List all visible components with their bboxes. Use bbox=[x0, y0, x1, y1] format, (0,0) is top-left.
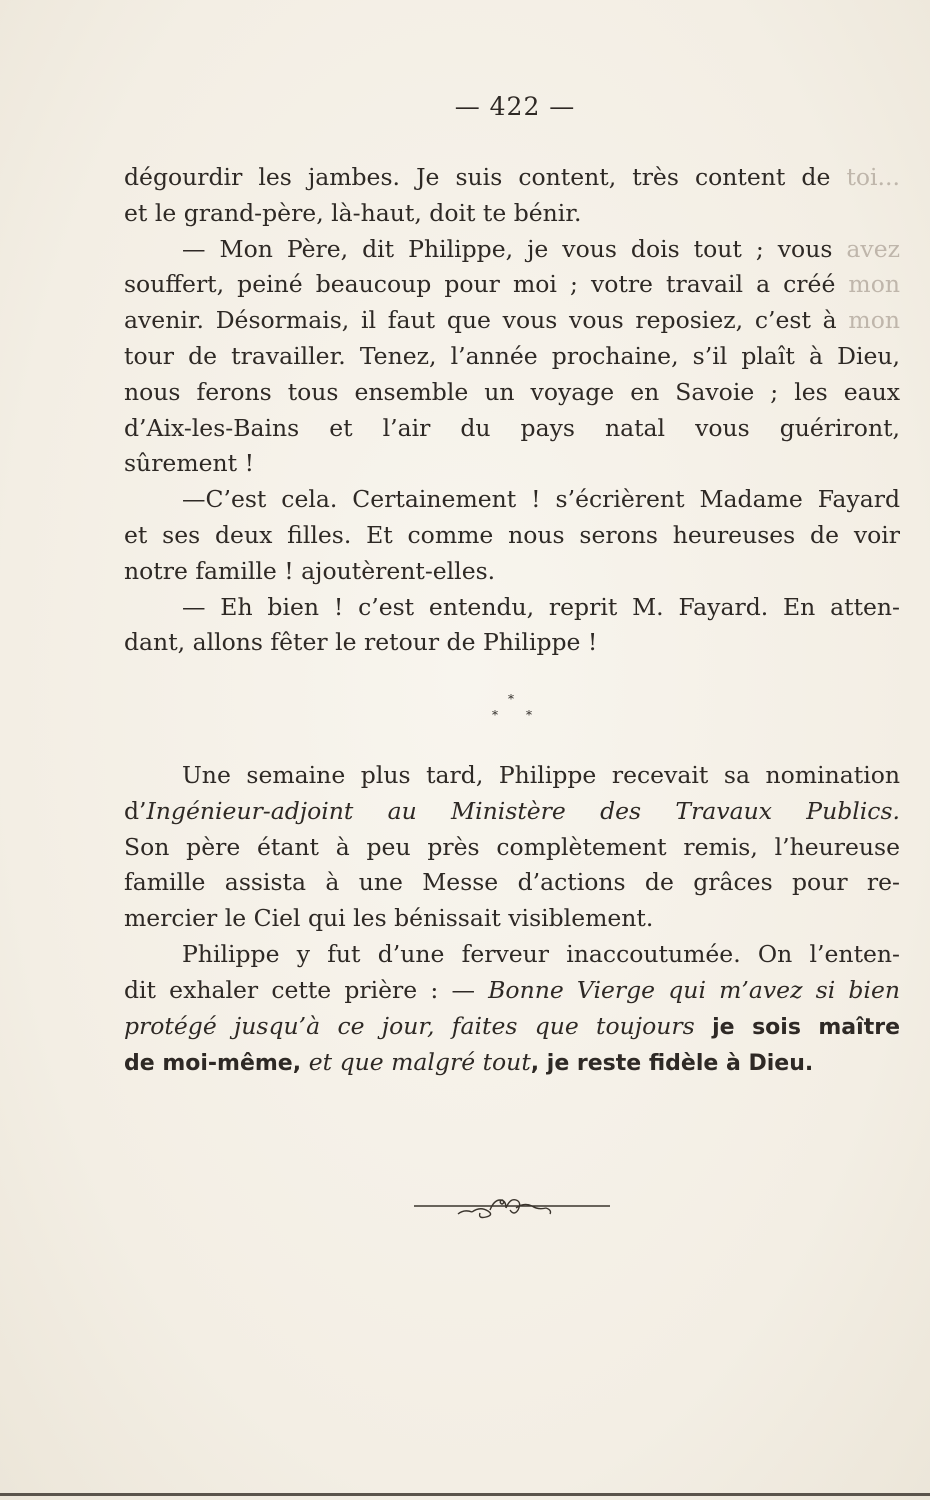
star-glyph: * bbox=[508, 692, 514, 706]
text-span: — Mon Père, dit Philippe, je vous dois tout ; vous bbox=[182, 234, 833, 263]
text-line bbox=[124, 267, 900, 303]
text-line: famille assista à une Messe d’actions de grâces pour re- bbox=[124, 868, 900, 897]
text-line: Philippe y fut d’une ferveur inaccoutumée. On l’enten- bbox=[182, 939, 900, 968]
text-span: dégourdir les jambes. Je suis content, très content de bbox=[124, 163, 831, 191]
faded-text: toi... bbox=[846, 163, 900, 191]
italic-text: Bonne Vierge qui m’avez si bien bbox=[488, 975, 900, 1004]
text-span: souffert, peiné beaucoup pour moi ; votre travail a créé bbox=[124, 270, 836, 299]
italic-text: Ingénieur-adjoint au Ministère des Travaux Publics. bbox=[146, 796, 900, 825]
text-block-dialogue bbox=[124, 160, 900, 661]
text-line: d’Aix-les-Bains et l’air du pays natal vous guériront, bbox=[124, 413, 900, 442]
text-span: avenir. Désormais, il faut que vous vous reposiez, c’est à bbox=[124, 306, 837, 335]
text-line: tour de travailler. Tenez, l’année prochaine, s’il plaît à Dieu, bbox=[124, 341, 900, 370]
asterism-separator bbox=[472, 692, 552, 732]
text-line: nous ferons tous ensemble un voyage en Savoie ; les eaux bbox=[124, 377, 900, 406]
bold-text: de moi-même, bbox=[124, 1051, 309, 1077]
star-glyph: * bbox=[526, 708, 532, 722]
bold-text: , je reste fidèle à Dieu. bbox=[530, 1051, 814, 1077]
text-line bbox=[124, 232, 900, 268]
text-block-conclusion bbox=[124, 758, 900, 1082]
faded-text: mon bbox=[848, 270, 900, 299]
text-span: d’ bbox=[124, 796, 147, 825]
end-ornament-icon bbox=[412, 1196, 612, 1226]
faded-text: mon bbox=[848, 306, 900, 335]
text-line: — Eh bien ! c’est entendu, reprit M. Fayard. En atten- bbox=[182, 592, 900, 621]
text-line bbox=[124, 794, 900, 830]
italic-text: protégé jusqu’à ce jour, faites que toujours bbox=[124, 1011, 695, 1040]
text-line: mercier le Ciel qui les bénissait visiblement. bbox=[124, 904, 654, 933]
text-line bbox=[124, 303, 900, 339]
star-glyph: * bbox=[492, 708, 498, 722]
text-line bbox=[124, 973, 900, 1009]
text-line bbox=[124, 1045, 900, 1082]
text-line: sûrement ! bbox=[124, 449, 255, 478]
page-bottom-edge bbox=[0, 1493, 930, 1496]
text-line: dant, allons fêter le retour de Philippe ! bbox=[124, 628, 598, 657]
text-line bbox=[124, 1009, 900, 1046]
bold-text: je sois maître bbox=[694, 1014, 900, 1040]
text-line: notre famille ! ajoutèrent-elles. bbox=[124, 556, 496, 585]
page-number: — 422 — bbox=[454, 92, 576, 121]
text-line: Une semaine plus tard, Philippe recevait sa nomination bbox=[182, 761, 900, 789]
text-line: et le grand-père, là-haut, doit te bénir. bbox=[124, 198, 582, 227]
text-line bbox=[124, 160, 900, 196]
italic-text: et que malgré tout bbox=[308, 1048, 531, 1077]
text-line: —C’est cela. Certainement ! s’écrièrent Madame Fayard bbox=[182, 485, 900, 514]
text-line: Son père étant à peu près complètement remis, l’heureuse bbox=[124, 832, 900, 861]
faded-text: avez bbox=[846, 234, 900, 263]
text-line: et ses deux filles. Et comme nous serons heureuses de voir bbox=[124, 520, 900, 549]
text-span: dit exhaler cette prière : — bbox=[124, 975, 489, 1004]
